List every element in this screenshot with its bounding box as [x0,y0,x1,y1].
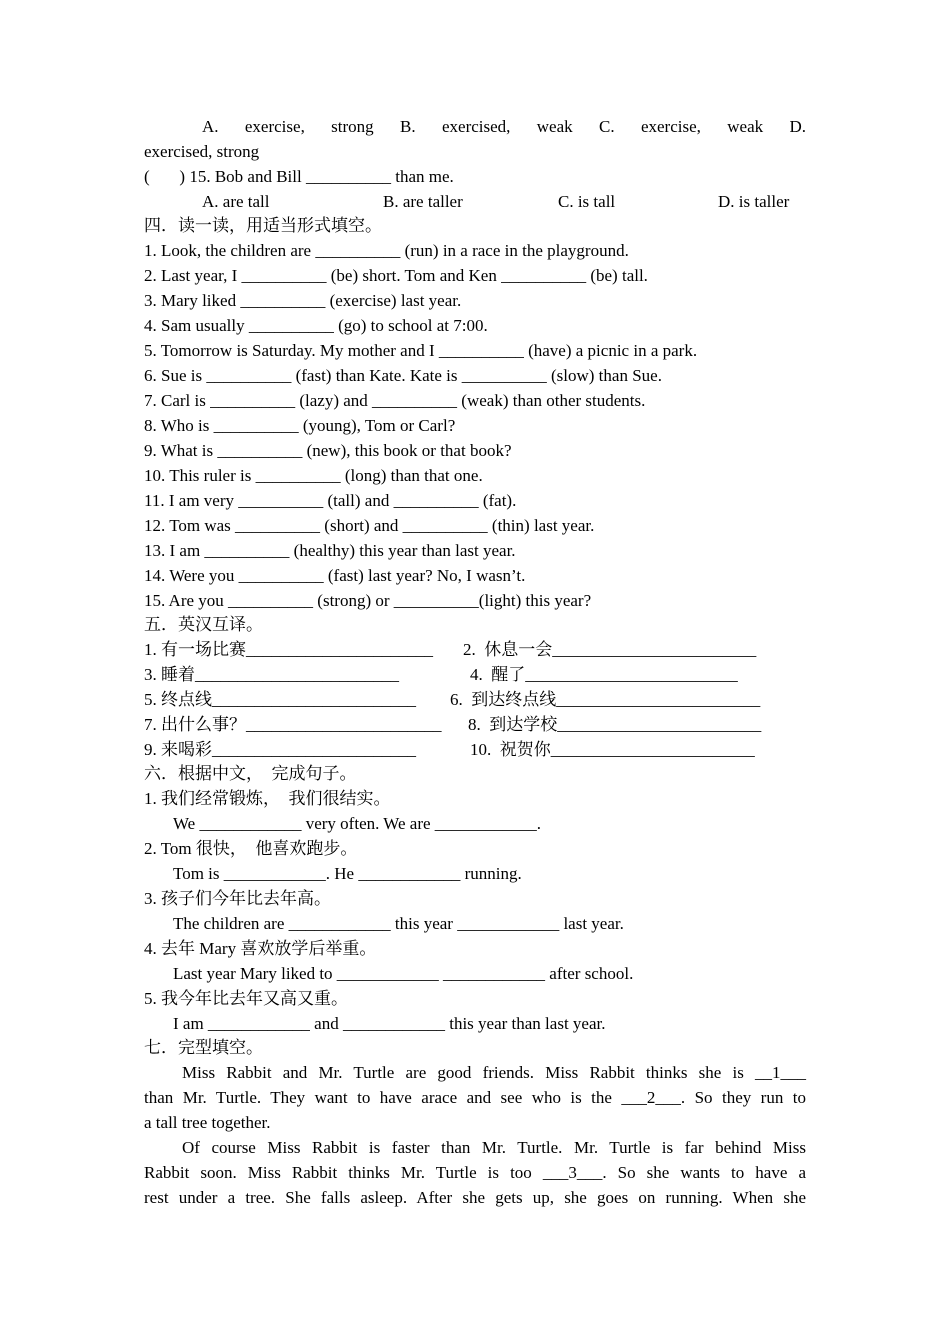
cloze-paragraph-1 [144,1060,806,1135]
section4-item: 13. I am __________ (healthy) this year than last year. [144,541,516,560]
section5-item-right: 8. 到达学校________________________ [468,715,762,734]
q15-option-c: C. is tall [558,192,616,211]
q15-stem: ( ) 15. Bob and Bill __________ than me. [144,167,454,186]
cloze-p2-line3: rest under a tree. She falls asleep. After she gets up, she goes on running. When she [144,1188,806,1207]
section6-item-en: We ____________ very often. We are ____________. [173,814,542,833]
cloze-p1-line2: than Mr. Turtle. They want to have arace and see who is the ___2___. So they run to [144,1088,806,1107]
section6-item-cn: 2. Tom 很快， 他喜欢跑步。 [144,839,358,858]
section5-item-left: 3. 睡着________________________ [144,665,399,684]
q14-options-text: A. exercise, strong B. exercised, weak C. exercise, weak D. [202,117,806,136]
section4-item: 4. Sam usually __________ (go) to school at 7:00. [144,316,488,335]
section7-heading: 七．完型填空。 [144,1038,263,1057]
section5-item-left: 1. 有一场比赛______________________ [144,640,433,659]
section6-item-cn: 5. 我今年比去年又高又重。 [144,989,348,1008]
section4-item: 1. Look, the children are __________ (run) in a race in the playground. [144,241,629,260]
cloze-p1-line3: a tall tree together. [144,1113,271,1132]
section6-item-cn: 3. 孩子们今年比去年高。 [144,889,331,908]
section5-item-right: 10. 祝贺你________________________ [470,740,755,759]
section5-item-right: 4. 醒了_________________________ [470,665,738,684]
section4-item: 7. Carl is __________ (lazy) and __________ (weak) than other students. [144,391,646,410]
section5-item-right: 6. 到达终点线________________________ [450,690,761,709]
section4-item: 8. Who is __________ (young), Tom or Carl? [144,416,456,435]
section5-item-left: 9. 来喝彩________________________ [144,740,416,759]
section5-item-left: 7. 出什么事？_______________________ [144,715,442,734]
cloze-p1-line1: Miss Rabbit and Mr. Turtle are good friends. Miss Rabbit thinks she is __1___ [182,1063,806,1082]
section5-item-right: 2. 休息一会________________________ [463,640,757,659]
section4-item: 6. Sue is __________ (fast) than Kate. Kate is __________ (slow) than Sue. [144,366,662,385]
section6-item-en: Last year Mary liked to ____________ ____________ after school. [173,964,634,983]
cloze-p2-line2: Rabbit soon. Miss Rabbit thinks Mr. Turtle is too ___3___. So she wants to have a [144,1163,806,1182]
section5-item-left: 5. 终点线________________________ [144,690,416,709]
section6-item-en: I am ____________ and ____________ this year than last year. [173,1014,606,1033]
section4-item: 5. Tomorrow is Saturday. My mother and I __________ (have) a picnic in a park. [144,341,698,360]
section4-item: 2. Last year, I __________ (be) short. Tom and Ken __________ (be) tall. [144,266,648,285]
section4-item: 15. Are you __________ (strong) or __________(light) this year? [144,591,592,610]
section6-item-en: The children are ____________ this year ____________ last year. [173,914,624,933]
section4-item: 9. What is __________ (new), this book or that book? [144,441,512,460]
section4-heading: 四．读一读，用适当形式填空。 [144,216,382,235]
section4-item: 14. Were you __________ (fast) last year? No, I wasn’t. [144,566,526,585]
section4-item: 10. This ruler is __________ (long) than that one. [144,466,483,485]
section6-item-cn: 4. 去年 Mary 喜欢放学后举重。 [144,939,377,958]
q15-option-d: D. is taller [718,192,790,211]
section4-item: 12. Tom was __________ (short) and __________ (thin) last year. [144,516,595,535]
section6-item-cn: 1. 我们经常锻炼， 我们很结实。 [144,789,391,808]
section6-item-en: Tom is ____________. He ____________ running. [173,864,522,883]
cloze-p2-line1: Of course Miss Rabbit is faster than Mr. Turtle. Mr. Turtle is far behind Miss [182,1138,806,1157]
q14-options-line [144,114,806,139]
cloze-paragraph-2 [144,1135,806,1210]
q15-option-b: B. are taller [383,192,463,211]
section5-heading: 五．英汉互译。 [144,615,263,634]
section6-heading: 六．根据中文， 完成句子。 [144,764,357,783]
q14-options-continuation: exercised, strong [144,142,260,161]
section4-item: 11. I am very __________ (tall) and __________ (fat). [144,491,517,510]
q15-option-a: A. are tall [202,192,270,211]
section4-item: 3. Mary liked __________ (exercise) last year. [144,291,462,310]
